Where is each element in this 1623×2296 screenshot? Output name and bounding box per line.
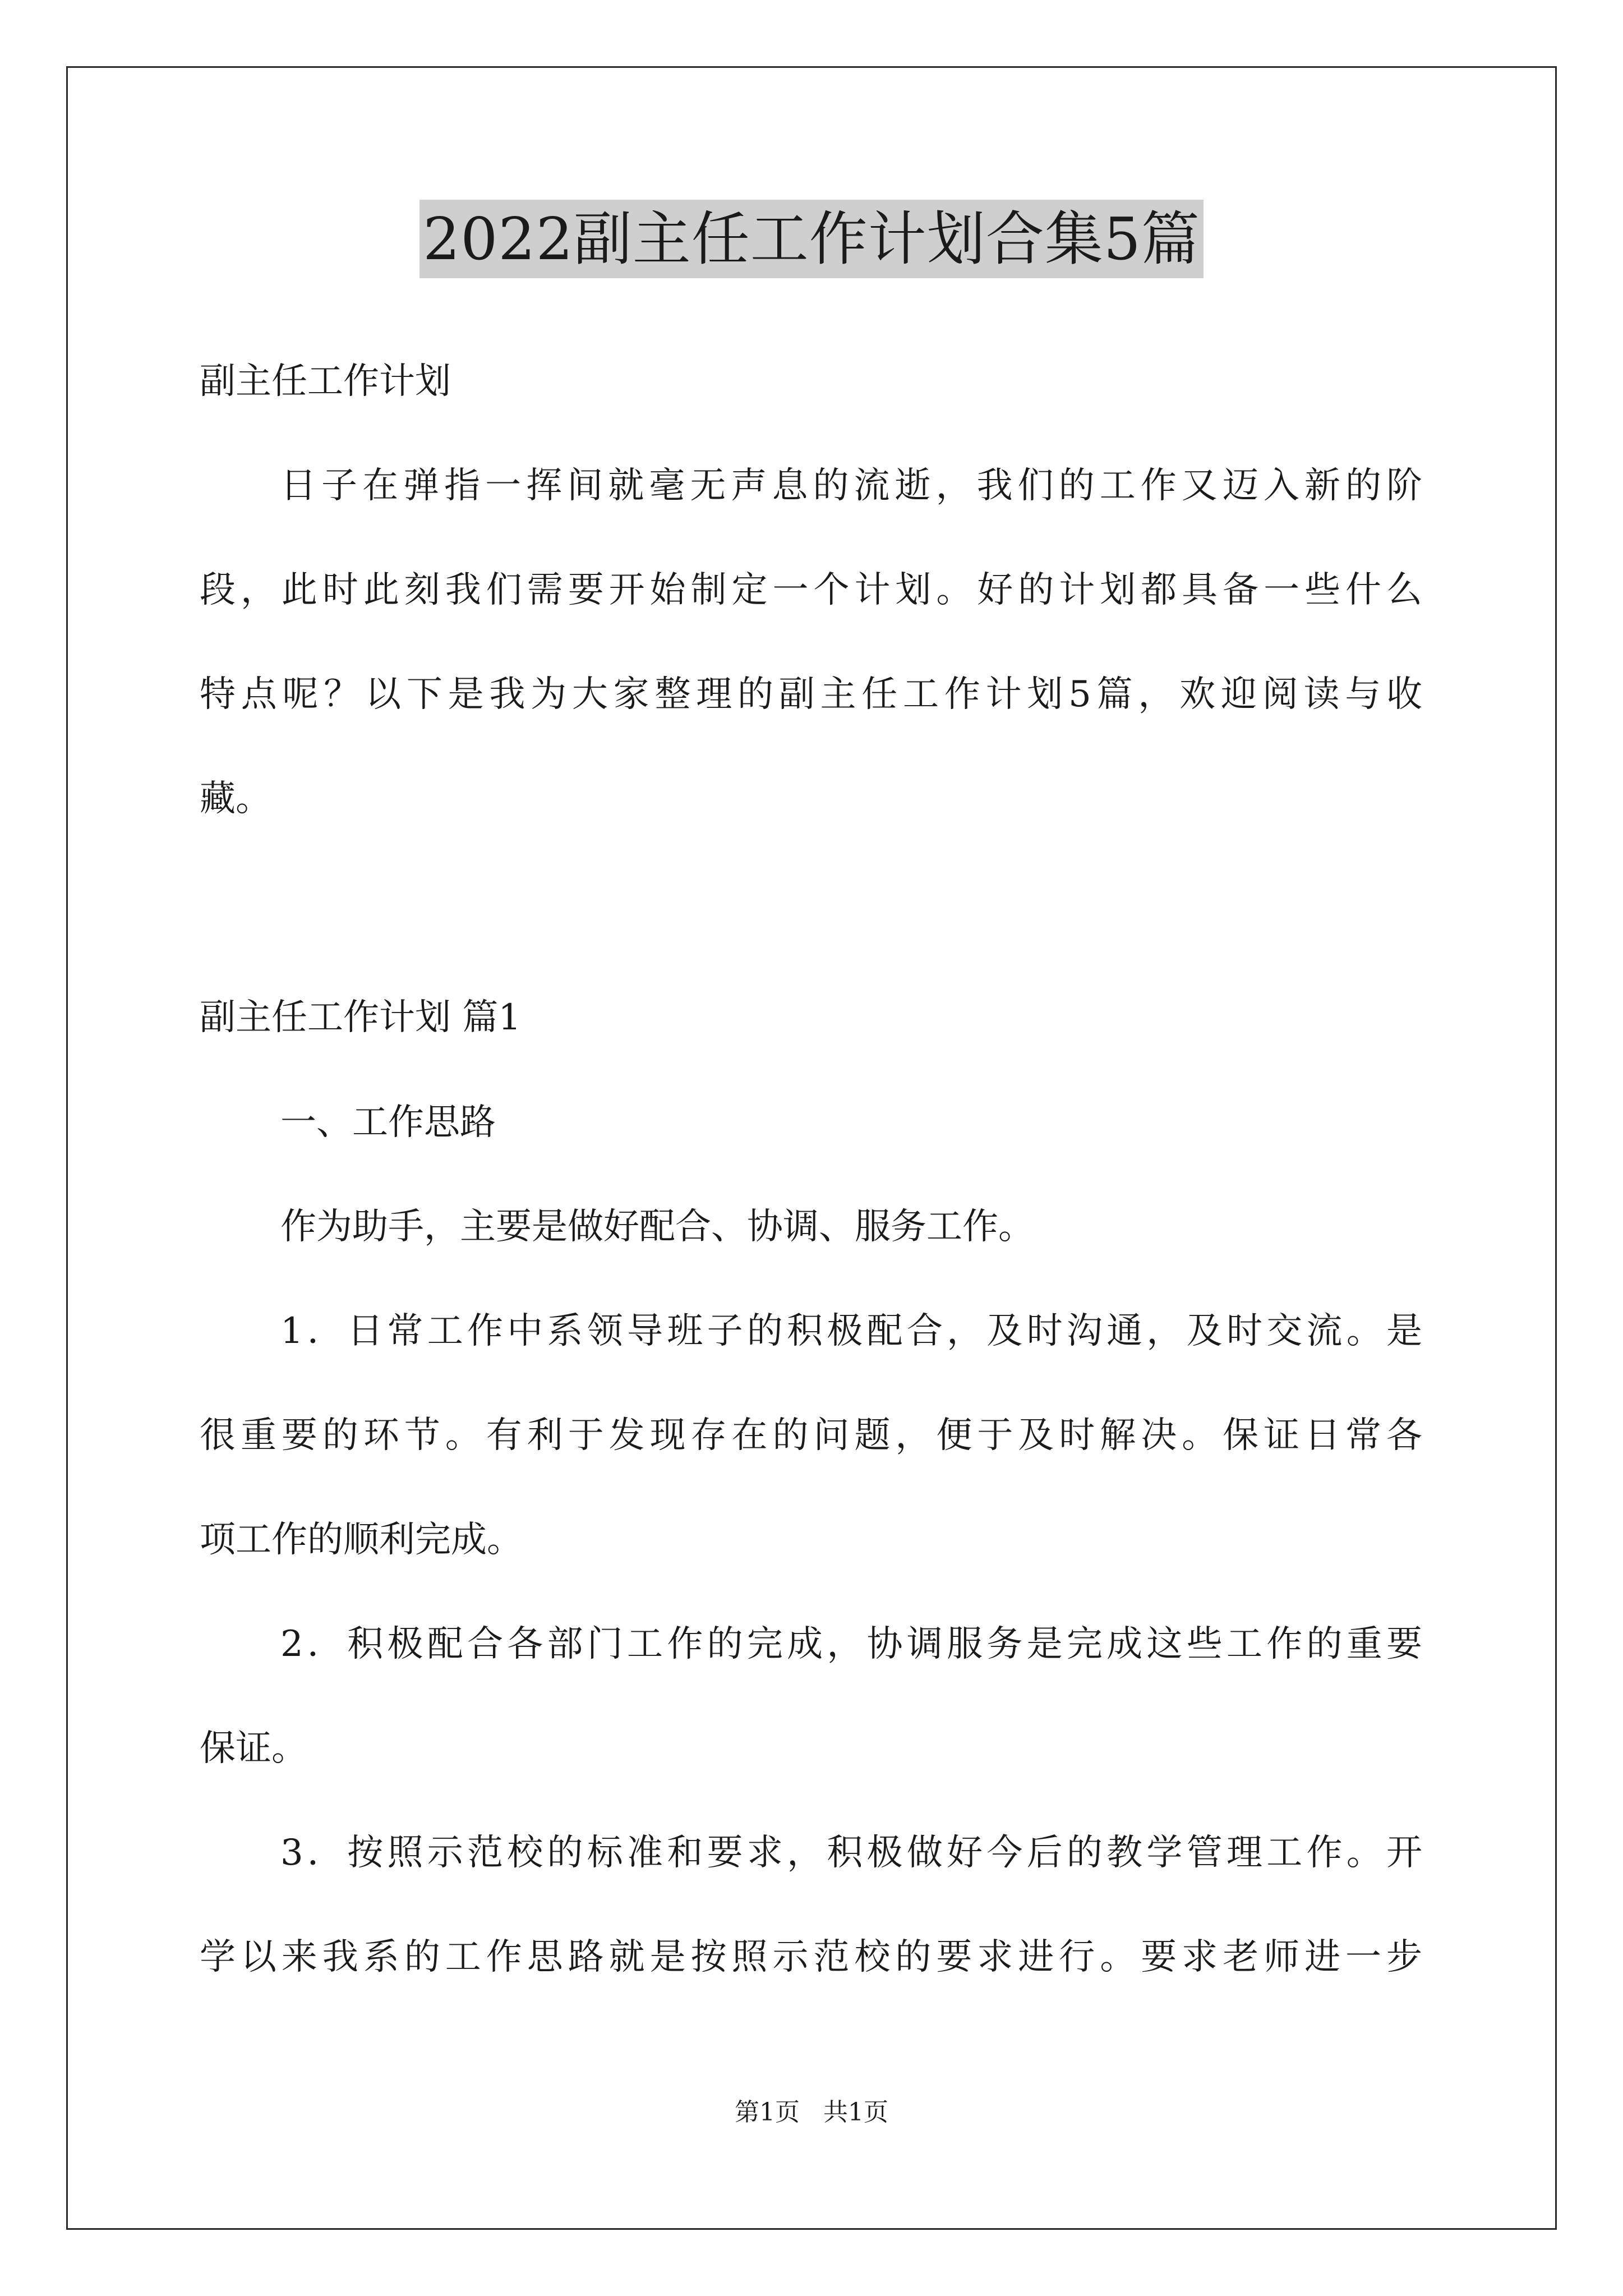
item1-line-1: 1．日常工作中系领导班子的积极配合，及时沟通，及时交流。是 — [280, 1310, 1422, 1352]
intro-line-1: 日子在弹指一挥间就毫无声息的流逝，我们的工作又迈入新的阶 — [280, 465, 1422, 507]
intro-line-3: 特点呢？以下是我为大家整理的副主任工作计划5篇，欢迎阅读与收 — [200, 674, 1422, 715]
item1-line-3: 项工作的顺利完成。 — [200, 1519, 523, 1561]
page-footer: 第1页 共1页 — [735, 2098, 888, 2127]
item3-line-2: 学以来我系的工作思路就是按照示范校的要求进行。要求老师进一步 — [200, 1936, 1422, 1978]
intro-heading: 副主任工作计划 — [200, 361, 451, 402]
item2-line-1: 2．积极配合各部门工作的完成，协调服务是完成这些工作的重要 — [280, 1623, 1422, 1665]
paragraph-role: 作为助手，主要是做好配合、协调、服务工作。 — [280, 1206, 1034, 1248]
document-title — [0, 200, 1623, 278]
item3-line-1: 3．按照示范校的标准和要求，积极做好今后的教学管理工作。开 — [280, 1832, 1422, 1874]
intro-line-4: 藏。 — [200, 778, 271, 820]
part1-heading: 副主任工作计划 篇1 — [200, 997, 522, 1038]
item2-line-2: 保证。 — [200, 1728, 307, 1769]
document-title-text: 2022副主任工作计划合集5篇 — [419, 200, 1204, 278]
intro-line-2: 段，此时此刻我们需要开始制定一个计划。好的计划都具备一些什么 — [200, 569, 1422, 611]
section1-heading: 一、工作思路 — [280, 1102, 496, 1143]
item1-line-2: 很重要的环节。有利于发现存在的问题，便于及时解决。保证日常各 — [200, 1415, 1422, 1456]
